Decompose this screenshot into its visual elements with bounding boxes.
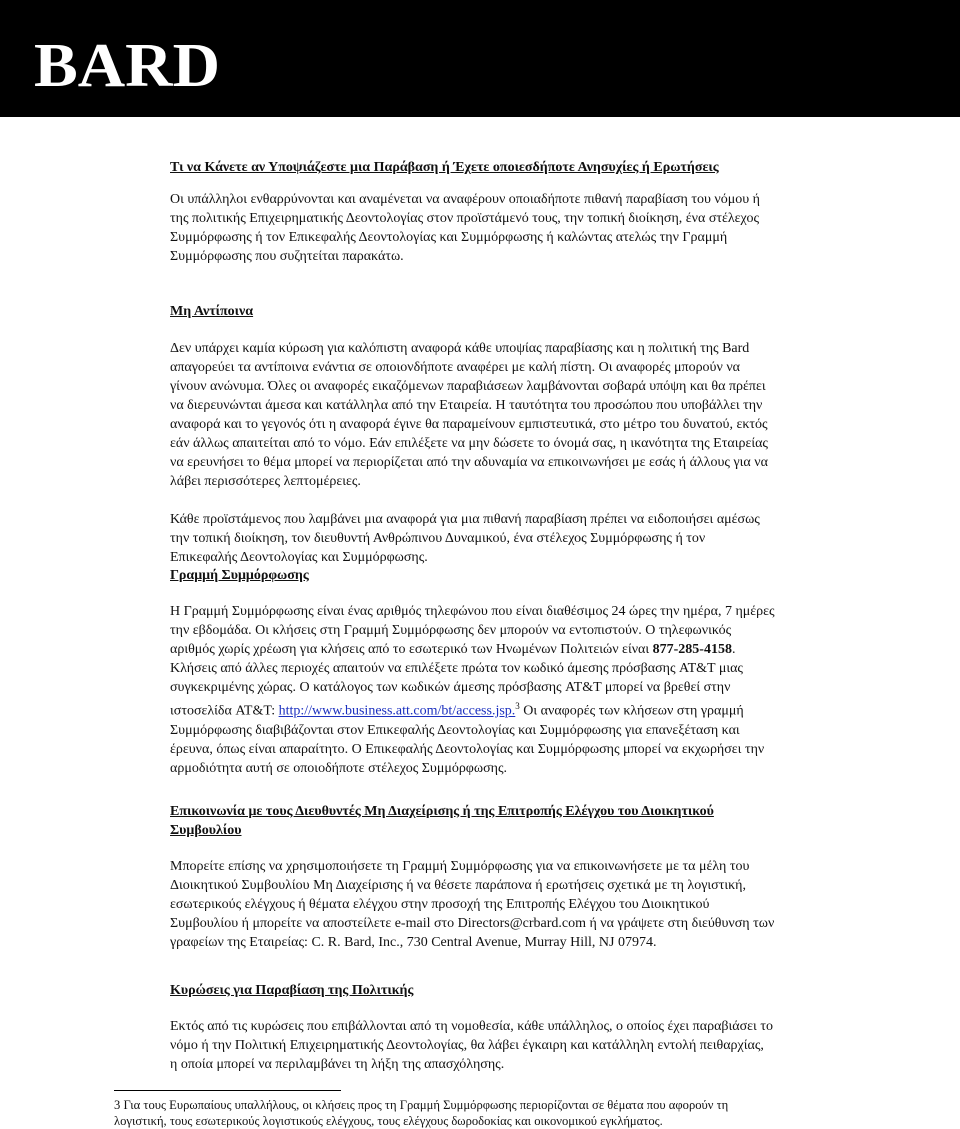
text-fragment: ιστοσελίδα AT&T: bbox=[170, 703, 279, 719]
footnote-line: 3 Για τους Ευρωπαίους υπαλλήλους, οι κλήσεις προς τη Γραμμή Συμμόρφωσης περιορίζονται σε θέματα που αφορούν τη bbox=[114, 1098, 729, 1112]
text-line: Εκτός από τις κυρώσεις που επιβάλλονται από τη νομοθεσία, κάθε υπάλληλος, ο οποίος έχει παραβιάσει το bbox=[170, 1019, 773, 1034]
text-line: την εβδομάδα. Οι κλήσεις στη Γραμμή Συμμόρφωσης δεν μπορούν να εντοπιστούν. Ο τηλεφωνικός bbox=[170, 623, 732, 638]
text-line: η οποία μπορεί να περιλαμβάνει τη λήξη της απασχόλησης. bbox=[170, 1057, 505, 1072]
section-board-contact bbox=[170, 802, 850, 952]
paragraph bbox=[170, 1017, 850, 1074]
paragraph bbox=[170, 510, 850, 567]
text-line: Μπορείτε επίσης να χρησιμοποιήσετε τη Γραμμή Συμμόρφωσης για να επικοινωνήσετε με τα μέλη του bbox=[170, 859, 750, 874]
text-line: Δεν υπάρχει καμία κύρωση για καλόπιστη αναφορά κάθε υποψίας παραβίασης και η πολιτική της Bard bbox=[170, 341, 750, 356]
header-banner bbox=[0, 0, 960, 117]
paragraph bbox=[170, 602, 850, 778]
text-line: γραφείων της Εταιρείας: C. R. Bard, Inc., 730 Central Avenue, Murray Hill, NJ 07974. bbox=[170, 935, 657, 950]
text-line: γίνουν ανώνυμα. Όλες οι αναφορές εικαζόμενων παραβιάσεων λαμβάνονται σοβαρά υπόψη και θα πρέπει bbox=[170, 379, 766, 394]
text-line: εσωτερικούς ελέγχους ή θέματα ελέγχου στην προσοχή της Επιτροπής Ελέγχου του Διοικητικού bbox=[170, 897, 710, 912]
text-line bbox=[170, 697, 850, 721]
text-line: Οι υπάλληλοι ενθαρρύνονται και αναμένεται να αναφέρουν οποιαδήποτε πιθανή παραβίαση του νόμου ή bbox=[170, 192, 760, 207]
bard-logo-text: BARD bbox=[34, 38, 220, 90]
paragraph bbox=[170, 857, 850, 952]
text-line: να διερευνώνται άμεσα και κατάλληλα από την Εταιρεία. Η ταυτότητα του προσώπου που υποβάλλει την bbox=[170, 398, 763, 413]
section-hotline bbox=[170, 566, 850, 778]
section-title: Κυρώσεις για Παραβίαση της Πολιτικής bbox=[170, 983, 414, 998]
paragraph bbox=[170, 190, 850, 266]
text-line: Συμβουλίου ή μπορείτε να αποστείλετε e-mail στο Directors@crbard.com ή να γράψετε στη διεύθυνση των bbox=[170, 916, 775, 931]
text-fragment: αριθμός χωρίς χρέωση για κλήσεις από το εσωτερικό των Ηνωμένων Πολιτειών είναι bbox=[170, 642, 653, 657]
footnote bbox=[114, 1097, 834, 1129]
text-line: αρμοδιότητα αυτή σε οποιοδήποτε στέλεχος Συμμόρφωσης. bbox=[170, 760, 508, 776]
text-line: αναφορά και το γεγονός ότι η αναφορά έγινε θα παραμείνουν εμπιστευτικά, στο μέτρο του δυνατού, εκτός bbox=[170, 417, 768, 432]
section-title: Γραμμή Συμμόρφωσης bbox=[170, 568, 309, 583]
text-line: συγκεκριμένης χώρας. Ο κατάλογος των κωδικών άμεσης πρόσβασης AT&T μπορεί να βρεθεί στην bbox=[170, 680, 731, 695]
text-line: την τοπική διοίκηση, τον διευθυντή Ανθρώπινου Δυναμικού, ένα στέλεχος Συμμόρφωσης ή τον bbox=[170, 531, 706, 546]
footnote-ref[interactable]: 3 bbox=[515, 701, 520, 711]
text-line: Συμμόρφωσης ή τον Επικεφαλής Δεοντολογίας και Συμμόρφωσης ή καλώντας ατελώς την Γραμμή bbox=[170, 230, 728, 245]
section-intro bbox=[170, 158, 850, 266]
section-title-continued: Συμβουλίου bbox=[170, 823, 242, 838]
bard-logo bbox=[34, 38, 224, 90]
footnote-divider bbox=[114, 1090, 341, 1091]
text-line: της πολιτικής Επιχειρηματικής Δεοντολογίας στον προϊστάμενό τους, την τοπική διοίκηση, ένα στέλεχος bbox=[170, 211, 759, 226]
text-line: νόμο ή την Πολιτική Επιχειρηματικής Δεοντολογίας, θα λάβει έγκαιρη και κατάλληλη εντολή πειθαρχίας, bbox=[170, 1038, 764, 1053]
section-title: Μη Αντίποινα bbox=[170, 304, 254, 319]
text-line: Συμμόρφωσης που συζητείται παρακάτω. bbox=[170, 249, 404, 264]
text-line bbox=[170, 640, 850, 659]
section-sanctions bbox=[170, 981, 850, 1074]
text-line: να ερευνήσει το θέμα μπορεί να περιορίζεται από την αδυναμία να επικοινωνήσει με εσάς ή άλλους για να bbox=[170, 455, 768, 470]
text-line: απαγορεύει τα αντίποινα ενάντια σε οποιονδήποτε αναφέρει με καλή πίστη. Οι αναφορές μπορούν να bbox=[170, 360, 740, 375]
text-line: Συμμόρφωσης διαβιβάζονται στον Επικεφαλής Δεοντολογίας και Συμμόρφωσης για επανεξέταση και bbox=[170, 722, 740, 738]
text-line: Κάθε προϊστάμενος που λαμβάνει μια αναφορά για μια πιθανή παραβίαση πρέπει να ειδοποιήσει αμέσως bbox=[170, 512, 760, 527]
text-line: Διοικητικού Συμβουλίου Μη Διαχείρισης ή να θέσετε παράπονα ή ερωτήσεις σχετικά με τη λογιστική, bbox=[170, 878, 746, 893]
text-line: Κλήσεις από άλλες περιοχές απαιτούν να επιλέξετε πρώτα τον κωδικό άμεσης πρόσβασης AT&T μιας bbox=[170, 661, 743, 676]
text-line: έρευνα, όπως είναι απαραίτητο. Ο Επικεφαλής Δεοντολογίας και Συμμόρφωσης μπορεί να εκχωρήσει την bbox=[170, 741, 765, 757]
att-access-link[interactable]: http://www.business.att.com/bt/access.jsp. bbox=[278, 703, 516, 719]
phone-number: 877-285-4158 bbox=[652, 642, 732, 657]
text-line: Επικεφαλής Δεοντολογίας και Συμμόρφωσης. bbox=[170, 550, 428, 565]
section-title: Τι να Κάνετε αν Υποψιάζεστε μια Παράβαση ή Έχετε οποιεσδήποτε Ανησυχίες ή Ερωτήσεις bbox=[170, 160, 719, 175]
section-non-retaliation bbox=[170, 302, 850, 567]
section-title: Επικοινωνία με τους Διευθυντές Μη Διαχείρισης ή της Επιτροπής Ελέγχου του Διοικητικού bbox=[170, 804, 714, 819]
footnote-line: λογιστική, τους εσωτερικούς λογιστικούς ελέγχους, τους ελέγχους δωροδοκίας και οικονομικού εγκλήματος. bbox=[114, 1114, 663, 1128]
text-fragment: . bbox=[731, 642, 736, 657]
text-line: λάβει περισσότερες λεπτομέρειες. bbox=[170, 474, 361, 489]
paragraph bbox=[170, 339, 850, 491]
text-line: Η Γραμμή Συμμόρφωσης είναι ένας αριθμός τηλεφώνου που είναι διαθέσιμος 24 ώρες την ημέρα, 7 ημέρες bbox=[170, 604, 775, 619]
text-line: εάν άλλως απαιτείται από το νόμο. Εάν επιλέξετε να μην δώσετε το όνομά σας, η ικανότητα της Εταιρείας bbox=[170, 436, 768, 451]
text-fragment: Οι αναφορές των κλήσεων στη γραμμή bbox=[519, 703, 744, 719]
